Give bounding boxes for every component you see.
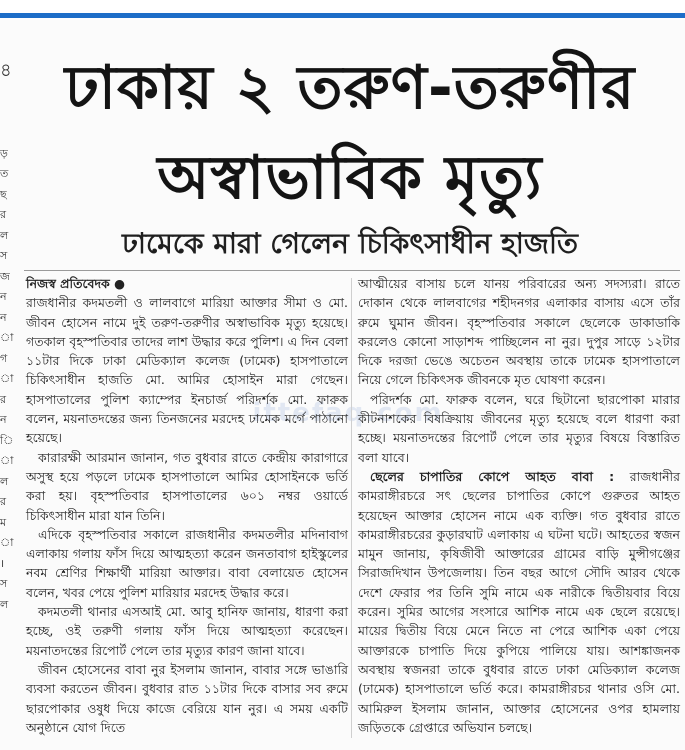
edge-fragment-text: র (0, 208, 7, 221)
edge-fragment-text: ল (0, 597, 9, 611)
edge-fragment-text: ল (0, 228, 9, 242)
edge-fragment-text: ি (0, 433, 14, 447)
article-paragraph: পরিদর্শক মো. ফারুক বলেন, ঘরে ছিটানো ছারপোকা মারার কীটনাশকের বিষক্রিয়ায় জীবনের মৃত্যু হয়েছে বলে ধারণা করা হচ্ছে। ময়নাতদন্তের রিপোর্ট পেলে তার মৃত্যুর বিষয়ে বিস্তারিত বলা যাবে। (358, 391, 680, 465)
edge-fragment-text: ছ (0, 187, 7, 201)
edge-fragment-text: ৪ (0, 60, 12, 81)
column-divider (351, 278, 352, 738)
edge-fragment-text: া (0, 454, 14, 467)
edge-fragment-text: স (0, 577, 8, 590)
article-paragraph: আত্মীয়ের বাসায় চলে যানয় পরিবারের অন্য সদস্যরা। রাতে দোকান থেকে লালবাগের শহীদনগর এলাকার বাসায় এসে তাঁর রুমে ঘুমান জীবন। বৃহস্পতিবার সকালে ছেলেকে ডাকাডাকি করলেও কোনো সাড়াশব্দ পাচ্ছিলেন না নুর। দুপুর সাড়ে ১২টার দিকে দরজা ভেঙে অচেতন অবস্থায় তাকে ঢামেক হাসপাতালে নিয়ে গেলে চিকিৎসক জীবনকে মৃত ঘোষণা করেন। (358, 276, 680, 388)
edge-fragment-text: া (0, 536, 14, 549)
edge-fragment-text: স (0, 249, 8, 262)
article-paragraph: এদিকে বৃহস্পতিবার সকালে রাজধানীর কদমতলীর মদিনাবাগ এলাকায় গলায় ফাঁস দিয়ে আত্মহত্যা করেন জনতাবাগ হাইস্কুলের নবম শ্রেণির শিক্ষার্থী মারিয়া আক্তার। বাবা বেলায়েত হোসেন বলেন, খবর পেয়ে পুলিশ মারিয়ার মরদেহ উদ্ধার করে। (26, 526, 348, 600)
headline-line-2: অস্বাভাবিক মৃত্যু (157, 143, 543, 213)
article-subsection (358, 467, 680, 737)
edge-fragment-text: ন (0, 290, 7, 303)
article-paragraph: কদমতলী থানার এসআই মো. আবু হানিফ জানায়, ধারণা করা হচ্ছে, ওই তরুণী গলায় ফাঁস দিয়ে আত্মহত্যা করেছেন। ময়নাতদন্তের রিপোর্ট পেলে তার মৃত্যুর কারণ জানা যাবে। (26, 604, 348, 658)
adjacent-column-fragment (0, 60, 12, 620)
edge-fragment-text: ন (0, 310, 7, 324)
article-right-column (358, 274, 680, 737)
edge-fragment-text: ন (0, 413, 7, 426)
headline-divider (24, 270, 680, 271)
article-paragraph: জীবন হোসেনের বাবা নুর ইসলাম জানান, বাবার সঙ্গে ভাঙারি ব্যবসা করতেন জীবন। বুধবার রাত ১১টার দিকে বাসার সব রুমে ছারপোকার ওষুধ দিয়ে কাজে বেরিয়ে যান নুর। এ সময় একটি অনুষ্ঠানে যোগ দিতে (26, 661, 348, 735)
article-left-column (26, 274, 348, 737)
edge-fragment-text: ম (0, 515, 7, 529)
edge-fragment-text: গ (0, 351, 8, 365)
edge-fragment-text: । (0, 556, 5, 570)
edge-fragment-text: ড় (0, 146, 8, 160)
blue-top-stripe (0, 13, 685, 18)
edge-fragment-text: র (0, 495, 7, 508)
edge-fragment-text: ত (0, 167, 9, 180)
subsection-body: রাজধানীর কামরাঙ্গীরচরে সৎ ছেলের চাপাতির কোপে গুরুতর আহত হয়েছেন আক্তার হোসেন নামে এক ব্যক্তি। গত বুধবার রাতে কামরাঙ্গীরচরের কুড়ারঘাট এলাকায় এ ঘটনা ঘটে। আহতের স্বজন মামুন জানায়, কৃষিজীবী আক্তারের গ্রামের বাড়ি মুন্সীগঞ্জের সিরাজদিখান উপজেলায়। তিন বছর আগে সৌদি আরব থেকে দেশে ফেরার পর তিনি সুমি নামে এক নারীকে দ্বিতীয়বার বিয়ে করেন। সুমির আগের সংসারে আশিক নামে এক ছেলে রয়েছে। মায়ের দ্বিতীয় বিয়ে মেনে নিতে না পেরে আশিক একা পেয়ে আক্তারকে চাপাতি দিয়ে কুপিয়ে পালিয়ে যায়। আশঙ্কাজনক অবস্থায় স্বজনরা তাকে বুধবার রাতে ঢাকা মেডিক্যাল কলেজ (ঢামেক) হাসপাতালে ভর্তি করে। কামরাঙ্গীরচর থানার ওসি মো. আমিরুল ইসলাম জানান, আক্তার হোসেনের ওপর হামলায় জড়িতকে গ্রেপ্তারে অভিযান চলছে। (358, 468, 680, 735)
subheadline: ঢামেকে মারা গেলেন চিকিৎসাধীন হাজতি (122, 227, 578, 260)
edge-fragment-text (0, 82, 12, 103)
article-paragraph: রাজধানীর কদমতলী ও লালবাগে মারিয়া আক্তার সীমা ও মো. জীবন হোসেন নামে দুই তরুণ-তরুণীর অস্বাভাবিক মৃত্যু হয়েছে। গতকাল বৃহস্পতিবার তাদের লাশ উদ্ধার করে পুলিশ। এ দিন বেলা ১১টার দিকে ঢাকা মেডিক্যাল কলেজ (ঢামেক) হাসপাতালে চিকিৎসাধীন হাজতি মো. আমির হোসাইন মারা গেছেন। হাসপাতালের পুলিশ ক্যাম্পের ইনচার্জ পরিদর্শক মো. ফারুক বলেন, ময়নাতদন্তের জন্য তিনজনের মরদেহ ঢামেক মর্গে পাঠানো হয়েছে। (26, 295, 348, 446)
edge-fragment-text: র (0, 392, 7, 406)
edge-fragment-text: ল (0, 474, 9, 488)
edge-fragment-text: া (0, 331, 14, 344)
edge-fragment-text: া (0, 372, 14, 385)
edge-fragment-text (0, 123, 12, 144)
subsection-heading: ছেলের চাপাতির কোপে আহত বাবা : (370, 468, 615, 484)
article-paragraph: কারারক্ষী আরমান জানান, গত বুধবার রাতে কেন্দ্রীয় কারাগারে অসুস্থ হয়ে পড়লে ঢামেক হাসপাতালে আমির হোসাইনকে ভর্তি করা হয়। বৃহস্পতিবার হাসপাতালের ৬০১ নম্বর ওয়ার্ডে চিকিৎসাধীন মারা যান তিনি। (26, 449, 348, 523)
watermark: ittefaq.com (252, 398, 444, 428)
edge-fragment-text (0, 103, 12, 124)
byline: নিজস্ব প্রতিবেদক ● (26, 276, 126, 291)
headline-line-1: ঢাকায় ২ তরুণ-তরুণীর (64, 53, 636, 123)
edge-fragment-text: জ (0, 269, 10, 283)
page-top-margin (0, 0, 685, 20)
